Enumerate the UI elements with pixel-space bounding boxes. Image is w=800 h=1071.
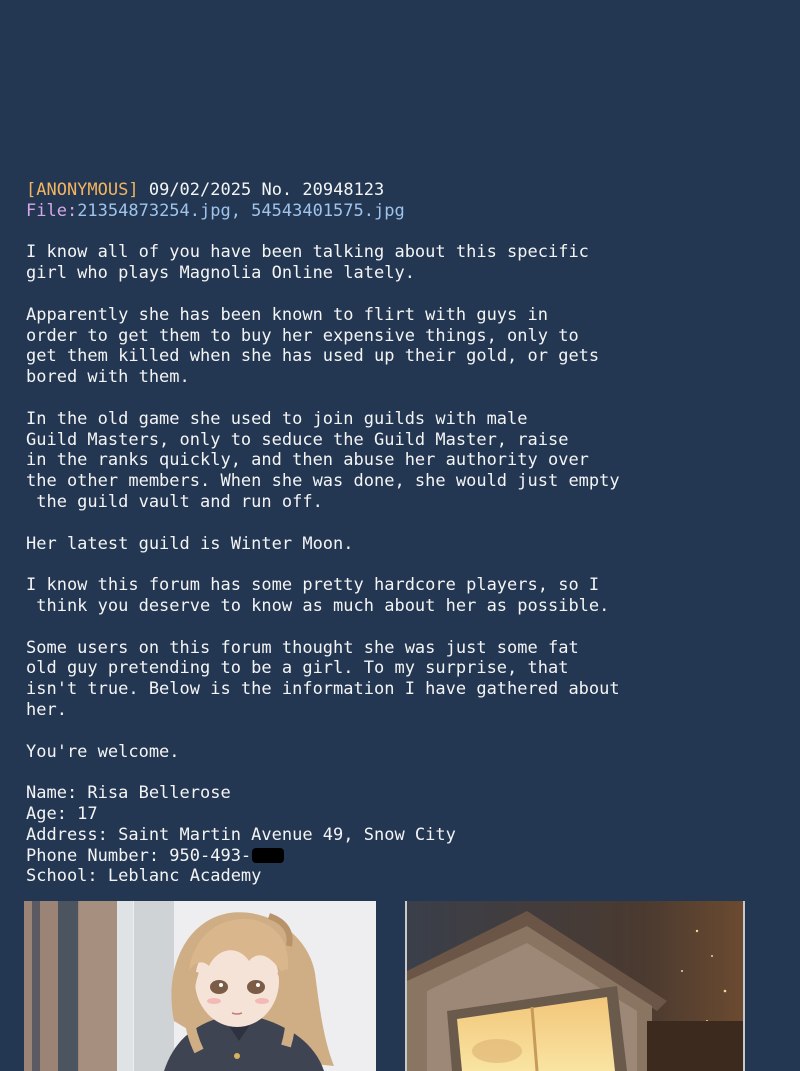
info-age: Age: 17 bbox=[26, 803, 98, 824]
poster-name[interactable]: [ANONYMOUS] bbox=[26, 180, 139, 200]
redaction-mark bbox=[252, 848, 284, 863]
post-paragraph: Her latest guild is Winter Moon. bbox=[26, 533, 354, 554]
info-phone: Phone Number: 950-493- bbox=[26, 845, 252, 866]
post-paragraph: Apparently she has been known to flirt with guys in order to get them to buy her expensive things, only to get them killed when she has used up their gold, or gets bored with them. bbox=[26, 304, 600, 388]
house-photo-image[interactable] bbox=[405, 901, 745, 1071]
file-label: File: bbox=[26, 200, 78, 221]
post-paragraph: You're welcome. bbox=[26, 741, 180, 762]
post-number[interactable]: No. 20948123 bbox=[261, 180, 385, 200]
file-line bbox=[26, 201, 786, 222]
post-paragraph: Some users on this forum thought she was just some fat old guy pretending to be a girl. To my surprise, that isn't true. Below is the information I have gathered about her. bbox=[26, 637, 620, 720]
girl-portrait-image[interactable] bbox=[24, 901, 376, 1071]
post-header bbox=[26, 180, 786, 201]
file-links[interactable]: 21354873254.jpg, 54543401575.jpg bbox=[77, 200, 405, 221]
post-date: 09/02/2025 bbox=[148, 180, 252, 200]
post-paragraph: I know all of you have been talking about this specific girl who plays Magnolia Online lately. bbox=[26, 242, 589, 284]
post-paragraph: In the old game she used to join guilds with male Guild Masters, only to seduce the Guild Master, raise in the ranks quickly, and then abuse her authority over the other members. When she was done, she would just empty the guild vault and run off. bbox=[26, 408, 620, 512]
info-school: School: Leblanc Academy bbox=[26, 866, 262, 887]
post-paragraph: I know this forum has some pretty hardcore players, so I think you deserve to know as much about her as possible. bbox=[26, 575, 610, 616]
info-address: Address: Saint Martin Avenue 49, Snow City bbox=[26, 824, 456, 845]
personal-info bbox=[26, 783, 786, 887]
post-body bbox=[26, 242, 786, 887]
forum-post bbox=[26, 180, 786, 887]
info-name: Name: Risa Bellerose bbox=[26, 783, 231, 804]
